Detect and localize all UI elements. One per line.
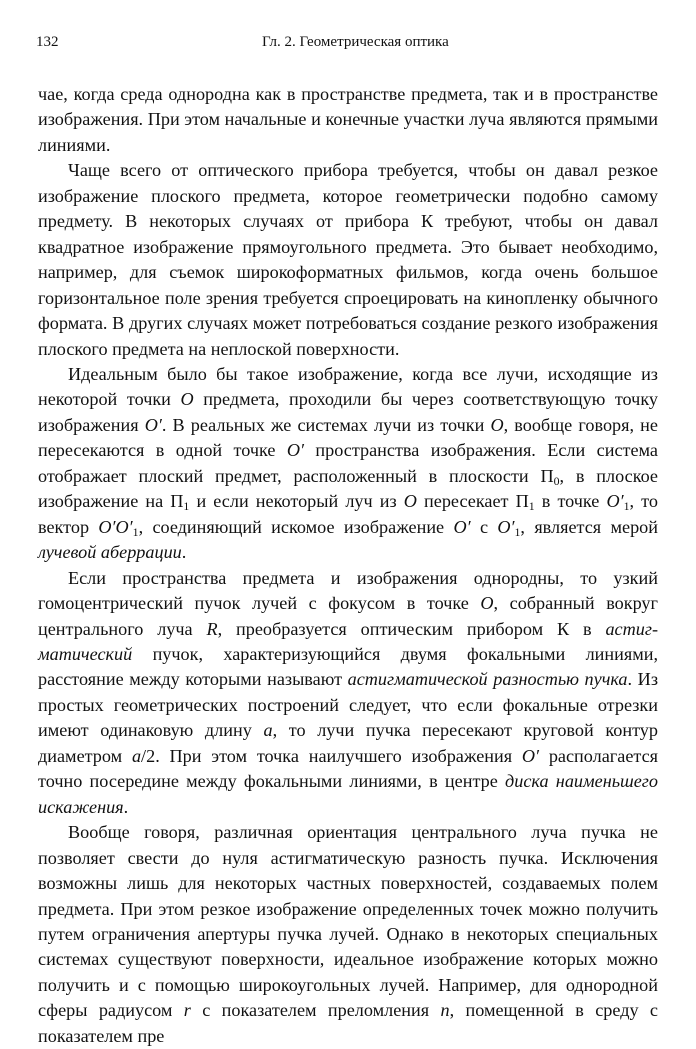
text-span: Если пространства предмета и изображения однородны, то узкий гомоцентрический пучок лучей с фокусом в точке xyxy=(38,567,658,614)
body-text xyxy=(38,82,658,1049)
text-span: , собранный вокруг центрального луча xyxy=(38,593,658,639)
subscript: 1 xyxy=(132,524,139,539)
subscript: 1 xyxy=(183,499,190,514)
text-span: пучок, характеризующийся двумя фокальными линиями, расстояние между которыми называют xyxy=(38,643,658,690)
vector-symbol: O′O′ xyxy=(98,516,133,537)
symbol-a: a xyxy=(131,745,142,766)
text-span: , то лучи пучка пересекают круговой контур диаметром xyxy=(38,720,658,766)
term-astigmatic: астигматический xyxy=(38,618,658,664)
page-number: 132 xyxy=(36,34,59,50)
text-span: , преобразуется оптическим прибором К в xyxy=(217,618,606,639)
subscript: 1 xyxy=(623,499,630,514)
text-span: в точке xyxy=(534,491,607,512)
symbol-O-prime: O′ xyxy=(521,745,540,766)
symbol-O-prime: O′ xyxy=(286,440,304,461)
text-span: . Из простых геометрических построений следует, что если фокальные отрезки имеют одинаковую длину xyxy=(38,669,658,741)
text-span: , соединяющий искомое изображение xyxy=(138,516,454,537)
text-span: пространства изображения. Если система отображает плоский предмет, расположенный в плоскости xyxy=(38,440,658,486)
text-span: , вообще говоря, не пересекаются в одной точке xyxy=(38,414,658,461)
symbol-O: O xyxy=(403,491,417,512)
text-span: , то вектор xyxy=(38,491,658,537)
running-title: Гл. 2. Геометрическая оптика xyxy=(262,34,449,50)
text-span: . xyxy=(123,796,129,817)
symbol-O-prime: O′ xyxy=(144,414,162,435)
text-span: . xyxy=(181,542,187,563)
text-span: Идеальным было бы такое изображение, когда все лучи, исходящие из некоторой точки xyxy=(38,363,658,410)
term-ray-aberration: лучевой аберрации xyxy=(38,542,182,563)
symbol-O: O xyxy=(480,593,494,614)
symbol-O-prime: O′ xyxy=(453,516,471,537)
text-span: с показателем преломления xyxy=(190,1000,441,1021)
text-span: /2. При этом точка наилучшего изображения xyxy=(141,745,522,766)
symbol-O-prime: O′ xyxy=(606,491,624,512)
symbol-a: a xyxy=(263,720,273,741)
term-least-confusion-disk: диска наименьшего искажения xyxy=(38,771,658,817)
text-span: . В реальных же системах лучи из точки xyxy=(161,414,491,435)
paragraph-3 xyxy=(38,362,658,566)
symbol-r: r xyxy=(183,1000,191,1021)
subscript: 0 xyxy=(553,473,560,488)
symbol-O: O xyxy=(490,414,504,435)
text-span: , в плоское изображение на xyxy=(38,465,658,512)
paragraph-1: чае, когда среда однородна как в пространстве предмета, так и в пространстве изображения. При этом начальные и конечные участки луча являются прямыми линиями. xyxy=(38,84,658,155)
text-span: , является мерой xyxy=(520,516,658,537)
page-header xyxy=(32,34,660,56)
text-span: Вообще говоря, различная ориентация центрального луча пучка не позволяет свести до нуля астигматическую разность пучка. Исключения возможны лишь для некоторых частных поверхностей, создаваемых полем предмета. При этом резкое изображение определенных точек можно получить путем ограничения апертуры пучка лучей. Однако в некоторых специальных системах существуют поверхности, идеальное изображение которых можно получить и с помощью широкоугольных лучей. Например, для однородной сферы радиусом xyxy=(38,822,658,1021)
paragraph-4 xyxy=(38,566,658,821)
text-span: с xyxy=(470,516,498,537)
text-span: располагается точно посередине между фокальными линиями, в центре xyxy=(38,745,659,792)
symbol-Pi: Π xyxy=(170,491,184,512)
text-span: предмета, проходили бы через соответствующую точку изображения xyxy=(38,389,659,435)
subscript: 1 xyxy=(514,524,521,539)
paragraph-5 xyxy=(38,820,658,1049)
text-span: , помещенной в среду с показателем пре xyxy=(38,1000,658,1046)
term-astigmatic-difference: астигматической разностью пучка xyxy=(347,669,628,690)
symbol-O: O xyxy=(180,389,194,410)
symbol-R: R xyxy=(206,618,218,639)
symbol-n: n xyxy=(440,1000,450,1021)
symbol-Pi: Π xyxy=(540,465,554,486)
text-span: и если некоторый луч из xyxy=(189,491,404,512)
symbol-O-prime: O′ xyxy=(497,516,515,537)
paragraph-2: Чаще всего от оптического прибора требуется, чтобы он давал резкое изображение плоского предмета, которое геометрически подобно самому предмету. В некоторых случаях от прибора К требуют, чтобы он давал квадратное изображение прямоугольного предмета. Это бывает необходимо, например, для съемок широкоформатных фильмов, когда очень большое горизонтальное поле зрения требуется спроецировать на кинопленку обычного формата. В других случаях может потребоваться создание резкого изображения плоского предмета на неплоской поверхности. xyxy=(38,160,658,359)
symbol-Pi: Π xyxy=(515,491,529,512)
text-span: пересекает xyxy=(416,491,516,512)
subscript: 1 xyxy=(528,499,535,514)
